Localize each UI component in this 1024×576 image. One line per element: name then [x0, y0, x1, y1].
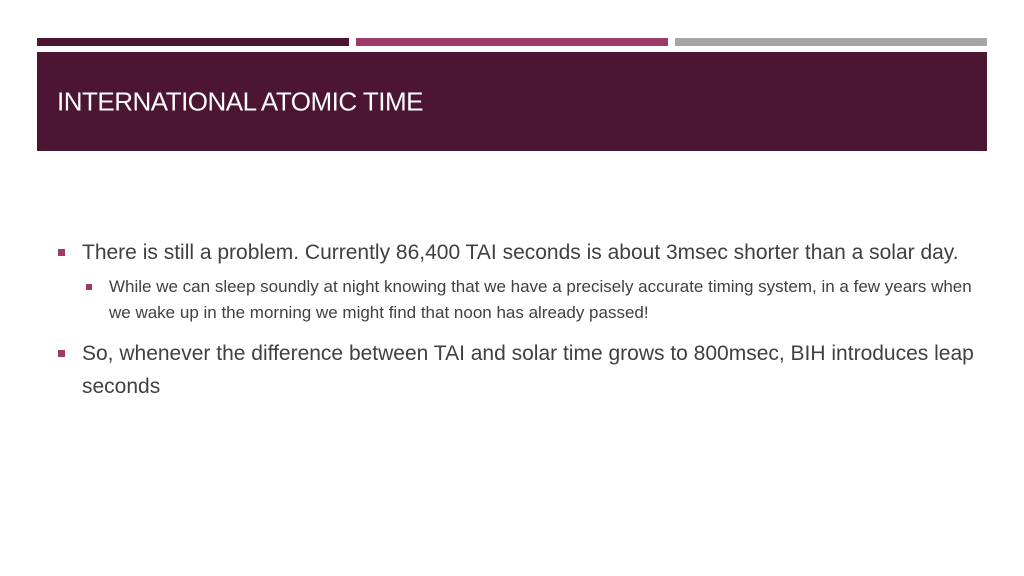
accent-bar-dark [37, 38, 349, 46]
accent-bar-gray [675, 38, 987, 46]
bullet-item [56, 337, 976, 403]
slide-body [56, 236, 976, 408]
square-bullet-icon [58, 249, 65, 256]
title-band [37, 52, 987, 151]
accent-bars [37, 38, 987, 46]
bullet-text: While we can sleep soundly at night knowing that we have a precisely accurate timing system, in a few years when we wake up in the morning we might find that noon has already passed! [109, 277, 972, 322]
bullet-text: So, whenever the difference between TAI and solar time grows to 800msec, BIH introduces leap seconds [82, 342, 974, 398]
slide-title: INTERNATIONAL ATOMIC TIME [57, 86, 423, 117]
square-bullet-icon [86, 284, 92, 290]
bullet-item [56, 236, 976, 269]
bullet-text: There is still a problem. Currently 86,400 TAI seconds is about 3msec shorter than a solar day. [82, 241, 959, 264]
accent-bar-magenta [356, 38, 668, 46]
square-bullet-icon [58, 350, 65, 357]
sub-bullet-item [84, 274, 976, 326]
